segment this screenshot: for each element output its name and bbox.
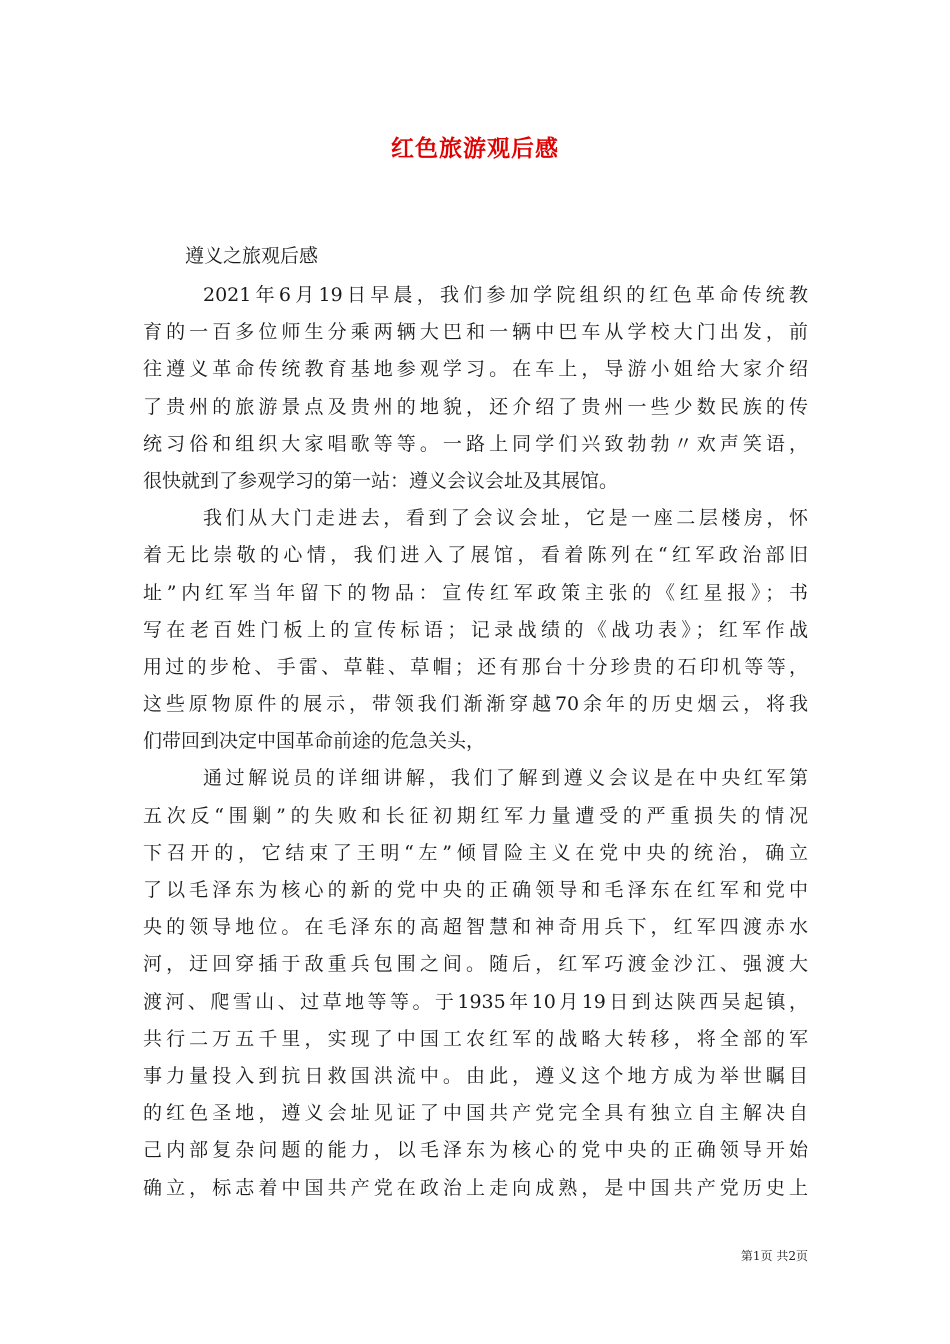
paragraph-2-line: 这些原物原件的展示，带领我们渐渐穿越70余年的历史烟云，将我 xyxy=(143,693,808,716)
paragraph-3-line: 通过解说员的详细讲解，我们了解到遵义会议是在中央红军第 xyxy=(203,767,808,790)
paragraph-1-line: 了贵州的旅游景点及贵州的地貌，还介绍了贵州一些少数民族的传 xyxy=(143,395,808,418)
paragraph-3-line: 的红色圣地，遵义会址见证了中国共产党完全具有独立自主解决自 xyxy=(143,1102,808,1125)
paragraph-2-line: 写在老百姓门板上的宣传标语；记录战绩的《战功表》；红军作战 xyxy=(143,618,808,641)
paragraph-3-line: 共行二万五千里，实现了中国工农红军的战略大转移，将全部的军 xyxy=(143,1027,808,1050)
paragraph-2-line: 用过的步枪、手雷、草鞋、草帽；还有那台十分珍贵的石印机等等， xyxy=(143,655,808,678)
paragraph-3-line: 了以毛泽东为核心的新的党中央的正确领导和毛泽东在红军和党中 xyxy=(143,879,808,901)
paragraph-3-line: 下召开的，它结束了王明“左”倾冒险主义在党中央的统治，确立 xyxy=(143,841,808,864)
paragraph-2-line: 着无比崇敬的心情，我们进入了展馆，看着陈列在“红军政治部旧 xyxy=(143,544,808,567)
paragraph-3-line: 五次反“围剿”的失败和长征初期红军力量遭受的严重损失的情况 xyxy=(143,804,808,827)
paragraph-2-line: 址”内红军当年留下的物品：宣传红军政策主张的《红星报》；书 xyxy=(143,581,808,604)
page-number-footer: 第1页 共2页 xyxy=(740,1249,808,1263)
paragraph-3-line: 确立，标志着中国共产党在政治上走向成熟，是中国共产党历史上 xyxy=(143,1176,808,1199)
paragraph-3-line: 河，迂回穿插于敌重兵包围之间。随后，红军巧渡金沙江、强渡大 xyxy=(143,953,808,976)
document-title: 红色旅游观后感 xyxy=(391,135,559,162)
paragraph-3-line: 渡河、爬雪山、过草地等等。于1935年10月19日到达陕西吴起镇， xyxy=(143,990,808,1013)
paragraph-2-line: 们带回到决定中国革命前途的危急关头， xyxy=(143,730,486,753)
paragraph-1-line: 育的一百多位师生分乘两辆大巴和一辆中巴车从学校大门出发，前 xyxy=(143,321,808,344)
document-body xyxy=(143,277,808,1207)
paragraph-1-line: 往遵义革命传统教育基地参观学习。在车上，导游小姐给大家介绍 xyxy=(143,358,808,381)
paragraph-1-line: 2021年6月19日早晨，我们参加学院组织的红色革命传统教 xyxy=(203,284,808,306)
paragraph-3-line: 事力量投入到抗日救国洪流中。由此，遵义这个地方成为举世瞩目 xyxy=(143,1064,808,1087)
paragraph-3-line: 央的领导地位。在毛泽东的高超智慧和神奇用兵下，红军四渡赤水 xyxy=(143,916,808,939)
paragraph-3-line: 己内部复杂问题的能力，以毛泽东为核心的党中央的正确领导开始 xyxy=(143,1139,808,1162)
paragraph-1-line: 统习俗和组织大家唱歌等等。一路上同学们兴致勃勃〃欢声笑语， xyxy=(143,432,808,455)
paragraph-2-line: 我们从大门走进去，看到了会议会址，它是一座二层楼房，怀 xyxy=(203,507,808,530)
paragraph-1-line: 很快就到了参观学习的第一站：遵义会议会址及其展馆。 xyxy=(143,469,619,492)
document-subtitle: 遵义之旅观后感 xyxy=(185,245,319,267)
